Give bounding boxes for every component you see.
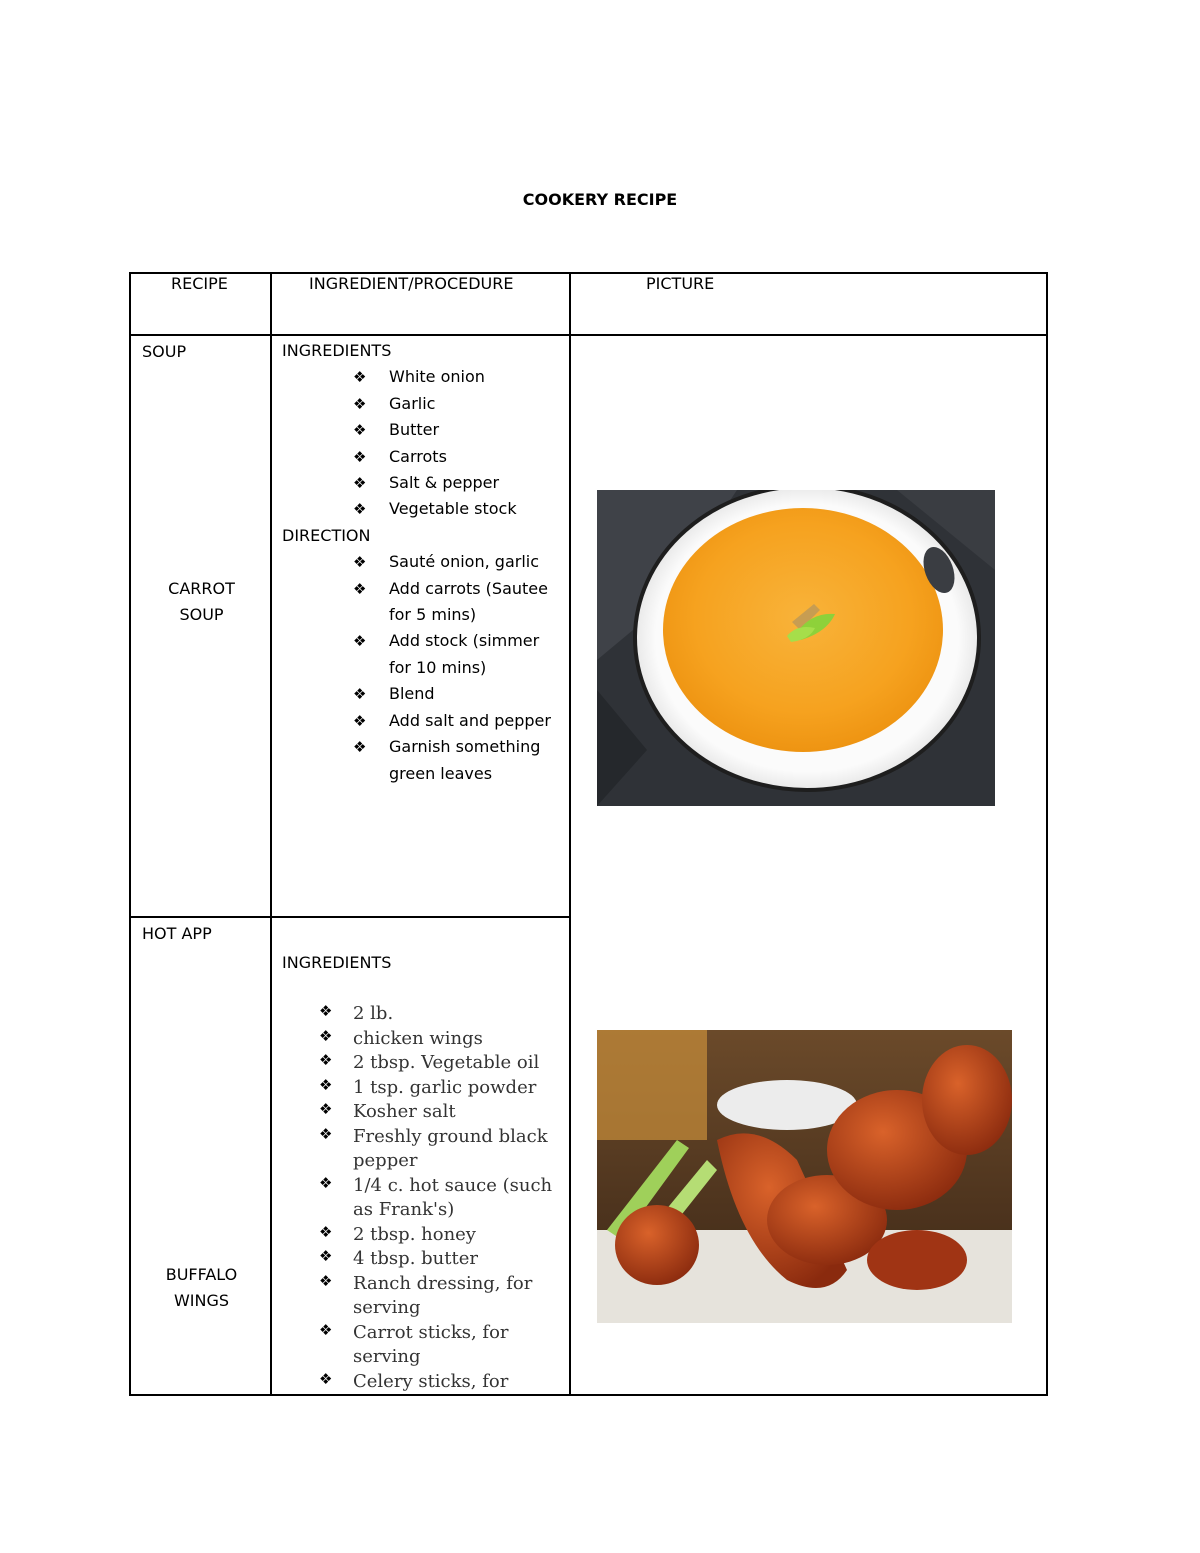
ingredients-heading: INGREDIENTS bbox=[282, 953, 392, 972]
list-item: ❖ Sauté onion, garlic bbox=[389, 549, 559, 575]
bullet-icon: ❖ bbox=[319, 1051, 333, 1070]
buffalo-wings-photo bbox=[597, 1030, 1012, 1323]
direction-heading: DIRECTION bbox=[282, 525, 371, 545]
list-item: ❖ Blend bbox=[389, 681, 559, 707]
list-item: ❖ 4 tbsp. butter bbox=[353, 1247, 563, 1272]
bullet-icon: ❖ bbox=[319, 1173, 333, 1192]
bullet-icon: ❖ bbox=[353, 579, 367, 598]
bullet-icon: ❖ bbox=[353, 553, 367, 572]
recipe-table bbox=[129, 272, 1048, 1396]
list-item: ❖ Butter bbox=[389, 417, 569, 443]
list-item: ❖ Celery sticks, for bbox=[353, 1370, 563, 1395]
picture-cell bbox=[570, 335, 1047, 1395]
list-item: ❖ Carrots bbox=[389, 444, 569, 470]
dish-name-line: CARROT bbox=[168, 579, 235, 598]
bullet-icon: ❖ bbox=[319, 1002, 333, 1021]
dish-name-line: WINGS bbox=[173, 1291, 230, 1310]
dish-name bbox=[131, 1262, 272, 1314]
dish-name-line: BUFFALO bbox=[165, 1265, 238, 1284]
list-item: ❖ Ranch dressing, for serving bbox=[353, 1272, 563, 1321]
bullet-icon: ❖ bbox=[353, 368, 367, 387]
list-item: ❖ Add stock (simmer for 10 mins) bbox=[389, 628, 559, 681]
ingredient-list bbox=[272, 1002, 563, 1394]
bullet-icon: ❖ bbox=[319, 1075, 333, 1094]
bullet-icon: ❖ bbox=[353, 738, 367, 757]
bullet-icon: ❖ bbox=[353, 474, 367, 493]
header-recipe: RECIPE bbox=[171, 274, 228, 293]
list-item: ❖ Freshly ground black pepper bbox=[353, 1125, 563, 1174]
dish-name-line: SOUP bbox=[179, 605, 224, 624]
list-item: ❖ White onion bbox=[389, 364, 569, 390]
list-item: ❖ 2 lb. bbox=[353, 1002, 563, 1027]
bullet-icon: ❖ bbox=[319, 1271, 333, 1290]
category-label: HOT APP bbox=[142, 924, 212, 943]
bullet-icon: ❖ bbox=[319, 1222, 333, 1241]
list-item: ❖ 1 tsp. garlic powder bbox=[353, 1076, 563, 1101]
table-row-soup bbox=[130, 335, 1047, 917]
bullet-icon: ❖ bbox=[353, 632, 367, 651]
list-item: ❖ 1/4 c. hot sauce (such as Frank's) bbox=[353, 1174, 563, 1223]
table-header-row bbox=[130, 273, 1047, 335]
bullet-icon: ❖ bbox=[319, 1369, 333, 1388]
bullet-icon: ❖ bbox=[319, 1100, 333, 1119]
list-item: ❖ Salt & pepper bbox=[389, 470, 569, 496]
page-title: COOKERY RECIPE bbox=[522, 190, 678, 209]
bullet-icon: ❖ bbox=[353, 500, 367, 519]
header-ingredient-procedure: INGREDIENT/PROCEDURE bbox=[309, 274, 514, 293]
list-item: ❖ Add salt and pepper bbox=[389, 708, 559, 734]
carrot-soup-photo bbox=[597, 490, 995, 806]
list-item: ❖ 2 tbsp. honey bbox=[353, 1223, 563, 1248]
list-item: ❖ Add carrots (Sautee for 5 mins) bbox=[389, 576, 559, 629]
list-item: ❖ Vegetable stock bbox=[389, 496, 569, 522]
direction-list bbox=[272, 549, 559, 787]
list-item: ❖ Carrot sticks, for serving bbox=[353, 1321, 563, 1370]
list-item: ❖ Garlic bbox=[389, 391, 569, 417]
header-picture: PICTURE bbox=[646, 274, 715, 293]
procedure-cell-hot-app bbox=[271, 917, 570, 1395]
ingredient-list bbox=[272, 364, 569, 522]
list-item: ❖ chicken wings bbox=[353, 1027, 563, 1052]
header-ingredient-cell bbox=[271, 273, 570, 335]
bullet-icon: ❖ bbox=[319, 1124, 333, 1143]
bullet-icon: ❖ bbox=[353, 394, 367, 413]
recipe-cell-soup bbox=[130, 335, 271, 917]
bullet-icon: ❖ bbox=[319, 1247, 333, 1266]
list-item: ❖ Garnish something green leaves bbox=[389, 734, 559, 787]
bullet-icon: ❖ bbox=[353, 421, 367, 440]
bullet-icon: ❖ bbox=[353, 447, 367, 466]
ingredients-heading: INGREDIENTS bbox=[282, 341, 392, 360]
bullet-icon: ❖ bbox=[353, 685, 367, 704]
bullet-icon: ❖ bbox=[353, 711, 367, 730]
bullet-icon: ❖ bbox=[319, 1026, 333, 1045]
header-picture-cell bbox=[570, 273, 1047, 335]
procedure-cell-soup bbox=[271, 335, 570, 917]
list-item: ❖ Kosher salt bbox=[353, 1100, 563, 1125]
recipe-cell-hot-app bbox=[130, 917, 271, 1395]
bullet-icon: ❖ bbox=[319, 1320, 333, 1339]
header-recipe-cell bbox=[130, 273, 271, 335]
dish-name bbox=[131, 576, 272, 628]
list-item: ❖ 2 tbsp. Vegetable oil bbox=[353, 1051, 563, 1076]
category-label: SOUP bbox=[142, 342, 187, 361]
